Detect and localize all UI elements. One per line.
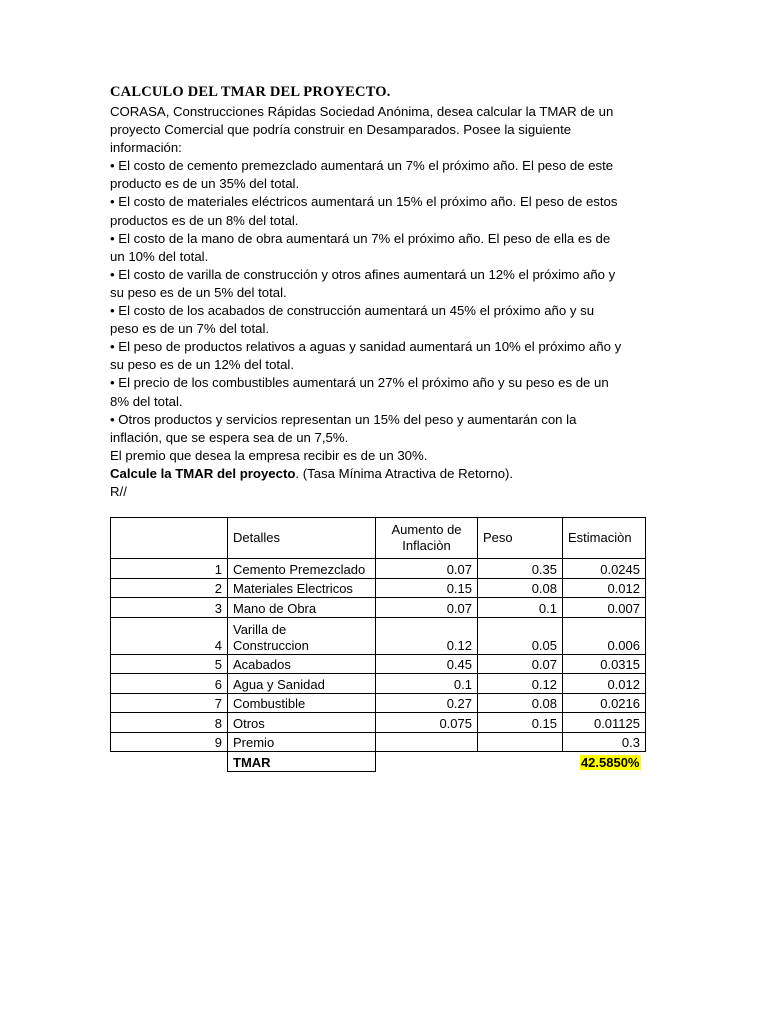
header-index (111, 518, 228, 559)
bullet-line: • El peso de productos relativos a aguas y sanidad aumentará un 10% el próximo año y (110, 339, 622, 355)
tmar-table (110, 517, 646, 772)
row-estimacion: 0.007 (563, 598, 646, 618)
header-detalles: Detalles (228, 518, 376, 559)
row-detalle: Otros (228, 713, 376, 733)
table-row (111, 598, 646, 618)
text-line: El premio que desea la empresa recibir es de un 30%. (110, 447, 428, 463)
table-row (111, 578, 646, 598)
text-line: peso es de un 7% del total. (110, 321, 270, 337)
header-aumento-line1: Aumento de (391, 522, 462, 537)
total-row (111, 752, 646, 772)
row-peso: 0.35 (478, 559, 563, 579)
text-line: CORASA, Construcciones Rápidas Sociedad Anónima, desea calcular la TMAR de un (110, 104, 614, 119)
row-index: 5 (111, 654, 228, 674)
table-row (111, 654, 646, 674)
row-index: 6 (111, 674, 228, 694)
text-line: productos es de un 8% del total. (110, 212, 299, 228)
row-peso: 0.05 (478, 617, 563, 654)
row-peso: 0.15 (478, 713, 563, 733)
row-peso (478, 732, 563, 752)
row-index: 3 (111, 598, 228, 618)
row-aumento: 0.075 (376, 713, 478, 733)
row-estimacion: 0.0216 (563, 693, 646, 713)
table-row (111, 713, 646, 733)
bullet-line: • El costo de la mano de obra aumentará un 7% el próximo año. El peso de ella es de (110, 230, 611, 246)
row-detalle: Acabados (228, 654, 376, 674)
row-peso: 0.07 (478, 654, 563, 674)
row-detalle: Cemento Premezclado (228, 559, 376, 579)
row-peso: 0.12 (478, 674, 563, 694)
row-aumento: 0.27 (376, 693, 478, 713)
row-aumento (376, 732, 478, 752)
row-detalle: Materiales Electricos (228, 578, 376, 598)
row-aumento: 0.07 (376, 559, 478, 579)
row-aumento: 0.45 (376, 654, 478, 674)
text-line: 8% del total. (110, 393, 183, 409)
text-line: información: (110, 140, 182, 156)
row-detalle: Combustible (228, 693, 376, 713)
row-index: 9 (111, 732, 228, 752)
text-line: proyecto Comercial que podría construir en Desamparados. Posee la siguiente (110, 122, 572, 138)
total-spacer (376, 752, 478, 772)
total-blank (111, 752, 228, 772)
row-index: 8 (111, 713, 228, 733)
row-peso: 0.1 (478, 598, 563, 618)
question-line (110, 465, 662, 483)
question-rest: . (Tasa Mínima Atractiva de Retorno). (295, 465, 514, 481)
row-detalle-line1: Varilla de (233, 621, 287, 637)
row-index: 7 (111, 693, 228, 713)
row-detalle: Agua y Sanidad (228, 674, 376, 694)
row-estimacion: 0.01125 (563, 713, 646, 733)
table-row (111, 617, 646, 654)
bullet-line: • El precio de los combustibles aumentará un 27% el próximo año y su peso es de un (110, 375, 609, 391)
table-row (111, 674, 646, 694)
row-estimacion: 0.3 (563, 732, 646, 752)
bullet-line: • El costo de los acabados de construcción aumentará un 45% el próximo año y su (110, 303, 595, 319)
tmar-result: 42.5850% (580, 755, 640, 770)
bullet-line: • Otros productos y servicios representan un 15% del peso y aumentarán con la (110, 411, 577, 427)
row-estimacion: 0.0315 (563, 654, 646, 674)
row-estimacion: 0.012 (563, 674, 646, 694)
header-peso: Peso (478, 518, 563, 559)
table-row (111, 732, 646, 752)
row-detalle: Premio (228, 732, 376, 752)
table-row (111, 693, 646, 713)
text-line: su peso es de un 5% del total. (110, 284, 287, 300)
row-index: 1 (111, 559, 228, 579)
row-peso: 0.08 (478, 578, 563, 598)
text-line: su peso es de un 12% del total. (110, 357, 295, 373)
row-aumento: 0.1 (376, 674, 478, 694)
problem-statement (110, 103, 662, 501)
row-peso: 0.08 (478, 693, 563, 713)
row-aumento: 0.15 (376, 578, 478, 598)
bullet-line: • El costo de varilla de construcción y otros afines aumentará un 12% el próximo año y (110, 266, 616, 282)
text-line: inflación, que se espera sea de un 7,5%. (110, 429, 349, 445)
row-index: 4 (111, 617, 228, 654)
text-line: un 10% del total. (110, 248, 209, 264)
table-header-row (111, 518, 646, 559)
row-estimacion: 0.0245 (563, 559, 646, 579)
text-line: producto es de un 35% del total. (110, 176, 300, 192)
header-aumento (376, 518, 478, 559)
header-estimacion: Estimaciòn (563, 518, 646, 559)
row-detalle (228, 617, 376, 654)
answer-mark: R// (110, 483, 127, 499)
row-aumento: 0.07 (376, 598, 478, 618)
total-label: TMAR (228, 752, 376, 772)
bullet-line: • El costo de cemento premezclado aumentará un 7% el próximo año. El peso de este (110, 158, 614, 174)
row-estimacion: 0.012 (563, 578, 646, 598)
row-aumento: 0.12 (376, 617, 478, 654)
table-row (111, 559, 646, 579)
row-estimacion: 0.006 (563, 617, 646, 654)
row-detalle-line2: Construccion (233, 637, 309, 653)
total-spacer (478, 752, 563, 772)
row-detalle: Mano de Obra (228, 598, 376, 618)
document-title: CALCULO DEL TMAR DEL PROYECTO. (110, 84, 391, 100)
header-aumento-line2: Inflaciòn (402, 538, 451, 553)
row-index: 2 (111, 578, 228, 598)
question-bold: Calcule la TMAR del proyecto (110, 465, 296, 481)
total-cell (563, 752, 646, 772)
bullet-line: • El costo de materiales eléctricos aumentará un 15% el próximo año. El peso de estos (110, 194, 618, 210)
